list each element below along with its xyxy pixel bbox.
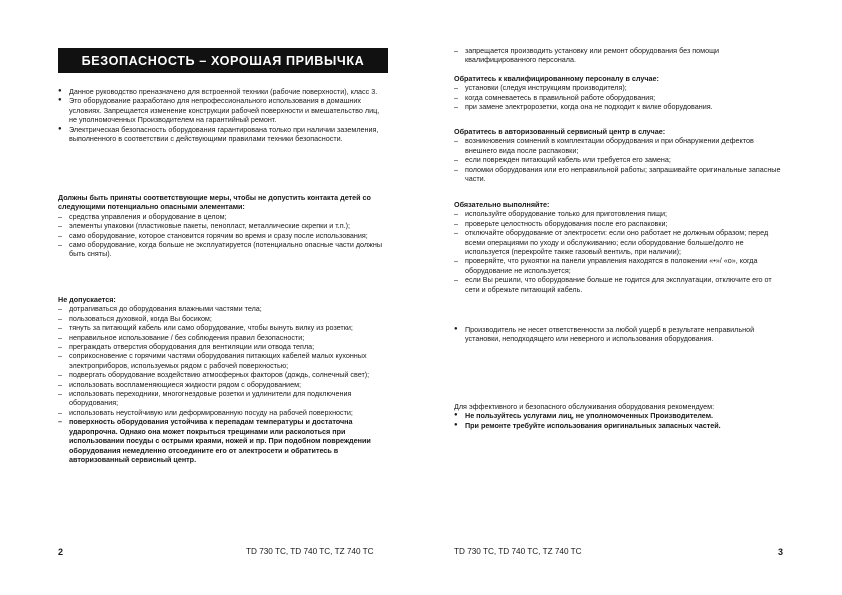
- left-page-number: 2: [58, 547, 64, 557]
- bullet-item: ● Данное руководство преназначено для встроенной техники (рабочие поверхности), класс 3.: [58, 87, 388, 96]
- dash-item-bold: – поверхность оборудования устойчива к перепадам температуры и достаточна ударопрочна. Однако она может покрыться трещинами или расколоться при использовании посуды с острыми краями, ножей и пр. При подобном повреждении оборудования немедленно отсоедините его от электросети и обратитесь в авторизованный сервисный центр.: [58, 417, 388, 464]
- dash-item: – использовать неустойчивую или деформированную посуду на рабочей поверхности;: [58, 408, 388, 417]
- recommend-item: ● При ремонте требуйте использования оригинальных запасных частей.: [454, 421, 786, 430]
- dash-item: – подвергать оборудование воздействию атмосферных факторов (дождь, солнечный свет);: [58, 370, 388, 379]
- dash-item: – использовать переходники, многогнездовые розетки и удлинители для подключения оборудования;: [58, 389, 388, 408]
- dash-item: – если Вы решили, что оборудование больше не годится для эксплуатации, отключите его от сети и обрежьте питающий кабель.: [454, 275, 786, 294]
- mandatory-heading: Обязательно выполняйте:: [454, 200, 550, 209]
- forbidden-heading: Не допускается:: [58, 295, 116, 304]
- service-heading: Обратитесь в авторизованный сервисный центр в случае:: [454, 127, 666, 136]
- right-model-footer: TD 730 TC, TD 740 TC, TZ 740 TC: [454, 547, 582, 556]
- right-page-number: 3: [778, 547, 784, 557]
- mandatory-section: [454, 200, 786, 294]
- dash-item: – средства управления и оборудование в целом;: [58, 212, 388, 221]
- qualified-heading: Обратитесь к квалифицированному персоналу в случае:: [454, 74, 659, 83]
- dash-item: – само оборудование, когда больше не эксплуатируется (потенциально опасные части должны быть сняты).: [58, 240, 388, 259]
- bullet-item: ● Это оборудование разработано для непрофессионального использования в домашних условиях. Запрещается изменение конструкции рабочей поверхности и вмешательство лиц, не уполномоченных Производителем на гарантийный ремонт.: [58, 96, 388, 124]
- dash-item: – запрещается производить установку или ремонт оборудования без помощи квалифицированного персонала.: [454, 46, 786, 65]
- section-title: БЕЗОПАСНОСТЬ – ХОРОШАЯ ПРИВЫЧКА: [81, 53, 365, 68]
- dash-item: – установки (следуя инструкциям производителя);: [454, 83, 786, 92]
- recommend-intro: Для эффективного и безопасного обслуживания оборудования рекомендуем:: [454, 402, 715, 411]
- dash-item: – используйте оборудование только для приготовления пищи;: [454, 209, 786, 218]
- child-safety-heading: Должны быть приняты соответствующие меры, чтобы не допустить контакта детей со следующими потенциально опасными элементами:: [58, 193, 371, 212]
- dash-item: – поломки оборудования или его неправильной работы; запрашивайте оригинальные запасные части.: [454, 165, 786, 184]
- manufacturer-section: [454, 325, 786, 344]
- dash-item: – соприкосновение с горячими частями оборудования питающих кабелей малых кухонных электроприборов, используемых рядом с рабочей поверхностью;: [58, 351, 388, 370]
- recommend-section: [454, 402, 786, 430]
- dash-item: – проверьте целостность оборудования после его распаковки;: [454, 219, 786, 228]
- section-title-banner: [58, 48, 388, 73]
- dash-item: – когда сомневаетесь в правильной работе оборудования;: [454, 93, 786, 102]
- forbidden-section: [58, 295, 388, 464]
- left-model-footer: TD 730 TC, TD 740 TC, TZ 740 TC: [246, 547, 374, 556]
- intro-bullets: [58, 87, 388, 143]
- dash-item: – возникновения сомнений в комплектации оборудования и при обнаружении дефектов внешнего вида после распаковки;: [454, 136, 786, 155]
- dash-item: – неправильное использование / без соблюдения правил безопасности;: [58, 333, 388, 342]
- dash-item: – использовать воспламеняющиеся жидкости рядом с оборудованием;: [58, 380, 388, 389]
- child-safety-section: [58, 193, 388, 259]
- dash-item: – отключайте оборудование от электросети: если оно работает не должным образом; перед всеми операциями по уходу и обслуживанию; если оборудование больше/долго не используется (перекройте также газовый вентиль, при наличии);: [454, 228, 786, 256]
- manufacturer-note: ● Производитель не несет ответственности за любой ущерб в результате неправильной установки, неподходящего или неверного и использования оборудования.: [454, 325, 786, 344]
- dash-item: – элементы упаковки (пластиковые пакеты, пенопласт, металлические скрепки и т.п.);: [58, 221, 388, 230]
- installation-note: [454, 46, 786, 65]
- qualified-section: [454, 74, 786, 112]
- service-section: [454, 127, 786, 183]
- dash-item: – преграждать отверстия оборудования для вентиляции или отвода тепла;: [58, 342, 388, 351]
- dash-item: – проверяйте, что рукоятки на панели управления находятся в положении «•»/ «о», когда оборудование не используется;: [454, 256, 786, 275]
- dash-item: – само оборудование, которое становится горячим во время и сразу после использования;: [58, 231, 388, 240]
- dash-item: – тянуть за питающий кабель или само оборудование, чтобы вынуть вилку из розетки;: [58, 323, 388, 332]
- bullet-item: ● Электрическая безопасность оборудования гарантирована только при наличии заземления, выполненного в соответствии с действующими правилами техники безопасности.: [58, 125, 388, 144]
- recommend-item: ● Не пользуйтесь услугами лиц, не уполномоченных Производителем.: [454, 411, 786, 420]
- dash-item: – если поврежден питающий кабель или требуется его замена;: [454, 155, 786, 164]
- dash-item: – дотрагиваться до оборудования влажными частями тела;: [58, 304, 388, 313]
- dash-item: – пользоваться духовкой, когда Вы босиком;: [58, 314, 388, 323]
- dash-item: – при замене электророзетки, когда она не подходит к вилке оборудования.: [454, 102, 786, 111]
